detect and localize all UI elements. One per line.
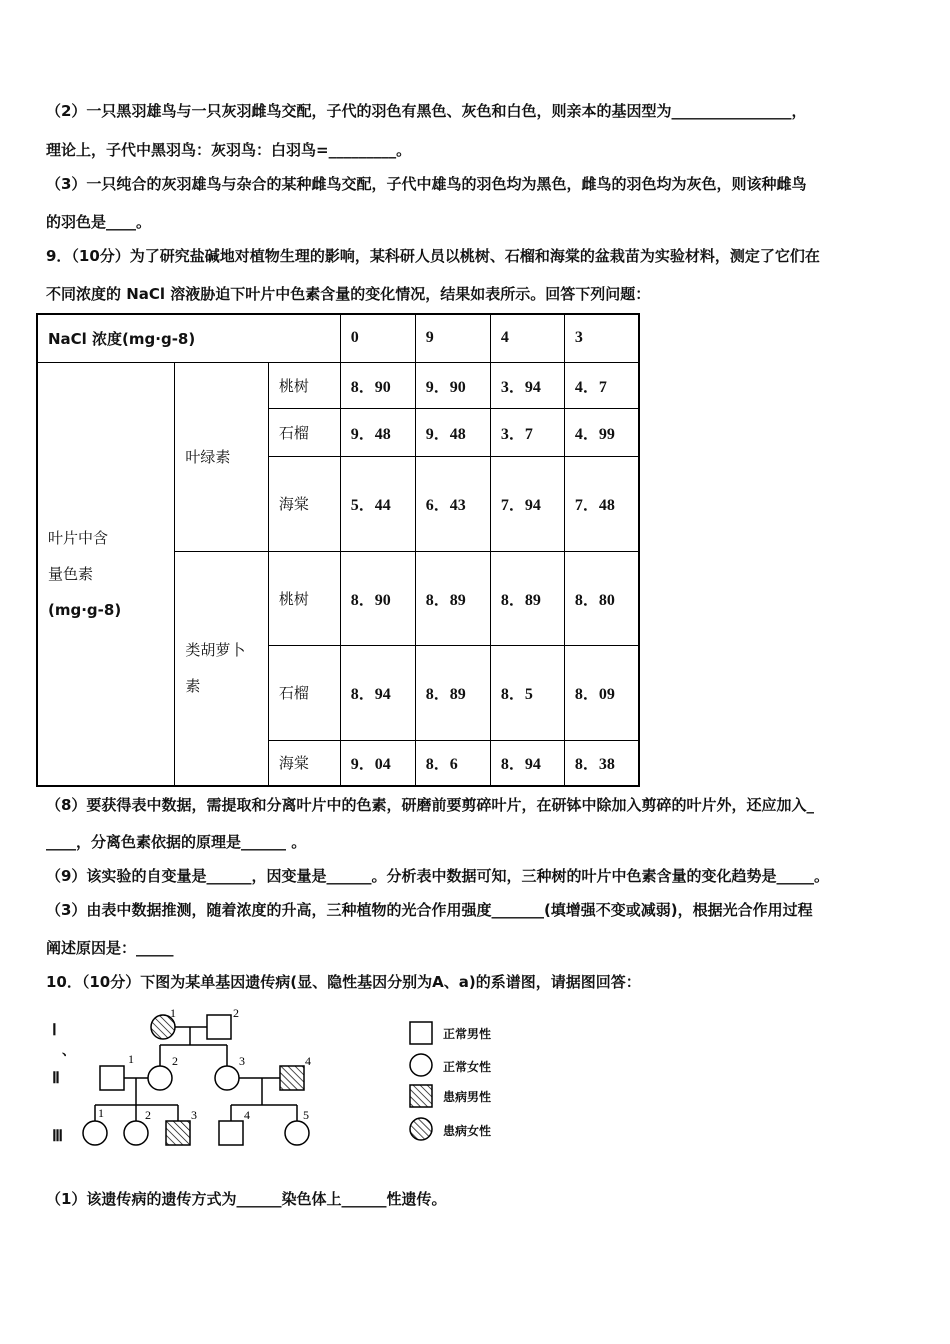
- plant-name: 海棠: [268, 740, 340, 786]
- q9-sub8-line2: ____，分离色素依据的原理是______ 。: [46, 833, 307, 851]
- pedigree-I2-normal-male: [207, 1015, 231, 1039]
- pedigree-num: 4: [305, 1054, 311, 1068]
- legend-normal-female-symbol: [410, 1054, 432, 1076]
- table-header-conc: 9: [415, 314, 490, 362]
- pedigree-num: 3: [239, 1054, 245, 1068]
- pedigree-num: 2: [172, 1054, 178, 1068]
- generation-mark: 、: [62, 1043, 76, 1058]
- q8-part2-line2: 理论上，子代中黑羽鸟：灰羽鸟：白羽鸟=_________。: [46, 141, 412, 159]
- pedigree-III2-normal-female: [124, 1121, 148, 1145]
- q9-sub3-line1: （3）由表中数据推测，随着浓度的升高，三种植物的光合作用强度_______(填增强不变或减弱)，根据光合作用过程: [46, 901, 813, 919]
- pedigree-II1-normal-male: [100, 1066, 124, 1090]
- legend-affected-male-symbol: [410, 1085, 432, 1107]
- legend-normal-female: 正常女性: [443, 1060, 492, 1074]
- pedigree-num: 2: [233, 1006, 239, 1020]
- group-label-cell: [37, 362, 175, 786]
- pedigree-num: 4: [244, 1108, 250, 1122]
- pedigree-III3-affected-male: [166, 1121, 190, 1145]
- table-cell: 9．48: [415, 408, 490, 456]
- table-cell: 9．04: [340, 740, 415, 786]
- q8-part3-line1: （3）一只纯合的灰羽雄鸟与杂合的某种雌鸟交配，子代中雄鸟的羽色均为黑色，雌鸟的羽色均为灰色，则该种雌鸟: [46, 175, 807, 193]
- pedigree-II4-affected-male: [280, 1066, 304, 1090]
- pedigree-num: 5: [303, 1108, 309, 1122]
- q9-intro-line2: 不同浓度的 NaCl 溶液胁迫下叶片中色素含量的变化情况，结果如表所示。回答下列问题：: [46, 285, 651, 303]
- pigment-name-text: 类胡萝卜素: [185, 641, 246, 696]
- legend-affected-female: 患病女性: [443, 1124, 492, 1138]
- table-cell: 8．5: [490, 645, 564, 740]
- q10-sub1: （1）该遗传病的遗传方式为______染色体上______性遗传。: [46, 1190, 447, 1208]
- table-cell: 8．94: [340, 645, 415, 740]
- table-cell: 8．09: [564, 645, 639, 740]
- table-header-conc: 0: [340, 314, 415, 362]
- legend-normal-male: 正常男性: [443, 1027, 492, 1041]
- q8-part2-line1: （2）一只黑羽雄鸟与一只灰羽雌鸟交配，子代的羽色有黑色、灰色和白色，则亲本的基因型为________________，: [46, 102, 807, 120]
- plant-name: 石榴: [268, 645, 340, 740]
- table-header-conc: 3: [564, 314, 639, 362]
- q10-intro: 10．（10分）下图为某单基因遗传病(显、隐性基因分别为A、a)的系谱图，请据图回答：: [46, 973, 641, 991]
- table-cell: 8．89: [415, 551, 490, 645]
- table-cell: 4．99: [564, 408, 639, 456]
- group-label-line: 量色素: [48, 564, 94, 583]
- q9-sub9: （9）该实验的自变量是______，因变量是______。分析表中数据可知，三种树的叶片中色素含量的变化趋势是_____。: [46, 867, 829, 885]
- legend-affected-female-symbol: [410, 1118, 432, 1140]
- q9-sub3-line2: 阐述原因是：_____: [46, 939, 174, 957]
- table-cell: 8．89: [490, 551, 564, 645]
- pedigree-num: 3: [191, 1108, 197, 1122]
- q8-part3-line2: 的羽色是____。: [46, 213, 152, 231]
- table-cell: 7．48: [564, 456, 639, 551]
- legend-normal-male-symbol: [410, 1022, 432, 1044]
- table-header-conc: 4: [490, 314, 564, 362]
- table-cell: 9．90: [415, 362, 490, 408]
- table-cell: 8．89: [415, 645, 490, 740]
- group-label-line: 叶片中含: [48, 528, 109, 547]
- generation-label-I: Ⅰ: [52, 1022, 57, 1039]
- plant-name: 石榴: [268, 408, 340, 456]
- legend-affected-male: 患病男性: [443, 1090, 492, 1104]
- group-label-unit: (mg·g-8): [48, 600, 122, 619]
- table-cell: 3．94: [490, 362, 564, 408]
- pedigree-num: 1: [128, 1052, 134, 1066]
- table-cell: 8．90: [340, 551, 415, 645]
- pedigree-num: 1: [98, 1106, 104, 1120]
- pigment-name: [175, 551, 269, 786]
- table-cell: 9．48: [340, 408, 415, 456]
- pedigree-III1-normal-female: [83, 1121, 107, 1145]
- table-cell: 8．80: [564, 551, 639, 645]
- generation-label-III: Ⅲ: [52, 1128, 64, 1145]
- plant-name: 桃树: [268, 362, 340, 408]
- pedigree-num: 1: [170, 1006, 176, 1020]
- pedigree-II2-normal-female: [148, 1066, 172, 1090]
- table-cell: 8．38: [564, 740, 639, 786]
- generation-label-II: Ⅱ: [52, 1070, 60, 1087]
- q9-intro-line1: 9．（10分）为了研究盐碱地对植物生理的影响，某科研人员以桃树、石榴和海棠的盆栽苗为实验材料，测定了它们在: [46, 247, 820, 265]
- pedigree-III4-normal-male: [219, 1121, 243, 1145]
- table-cell: 5．44: [340, 456, 415, 551]
- pigment-table: [36, 313, 640, 787]
- plant-name: 桃树: [268, 551, 340, 645]
- pedigree-II3-normal-female: [215, 1066, 239, 1090]
- table-cell: 8．94: [490, 740, 564, 786]
- table-cell: 8．90: [340, 362, 415, 408]
- table-header-label: NaCl 浓度(mg·g-8): [37, 314, 340, 362]
- table-cell: 3．7: [490, 408, 564, 456]
- pigment-name: 叶绿素: [175, 362, 269, 551]
- pedigree-num: 2: [145, 1108, 151, 1122]
- table-cell: 6．43: [415, 456, 490, 551]
- table-cell: 7．94: [490, 456, 564, 551]
- q9-sub8-line1: （8）要获得表中数据，需提取和分离叶片中的色素，研磨前要剪碎叶片，在研钵中除加入剪碎的叶片外，还应加入_: [46, 796, 814, 814]
- table-cell: 8．6: [415, 740, 490, 786]
- table-cell: 4．7: [564, 362, 639, 408]
- pedigree-III5-normal-female: [285, 1121, 309, 1145]
- plant-name: 海棠: [268, 456, 340, 551]
